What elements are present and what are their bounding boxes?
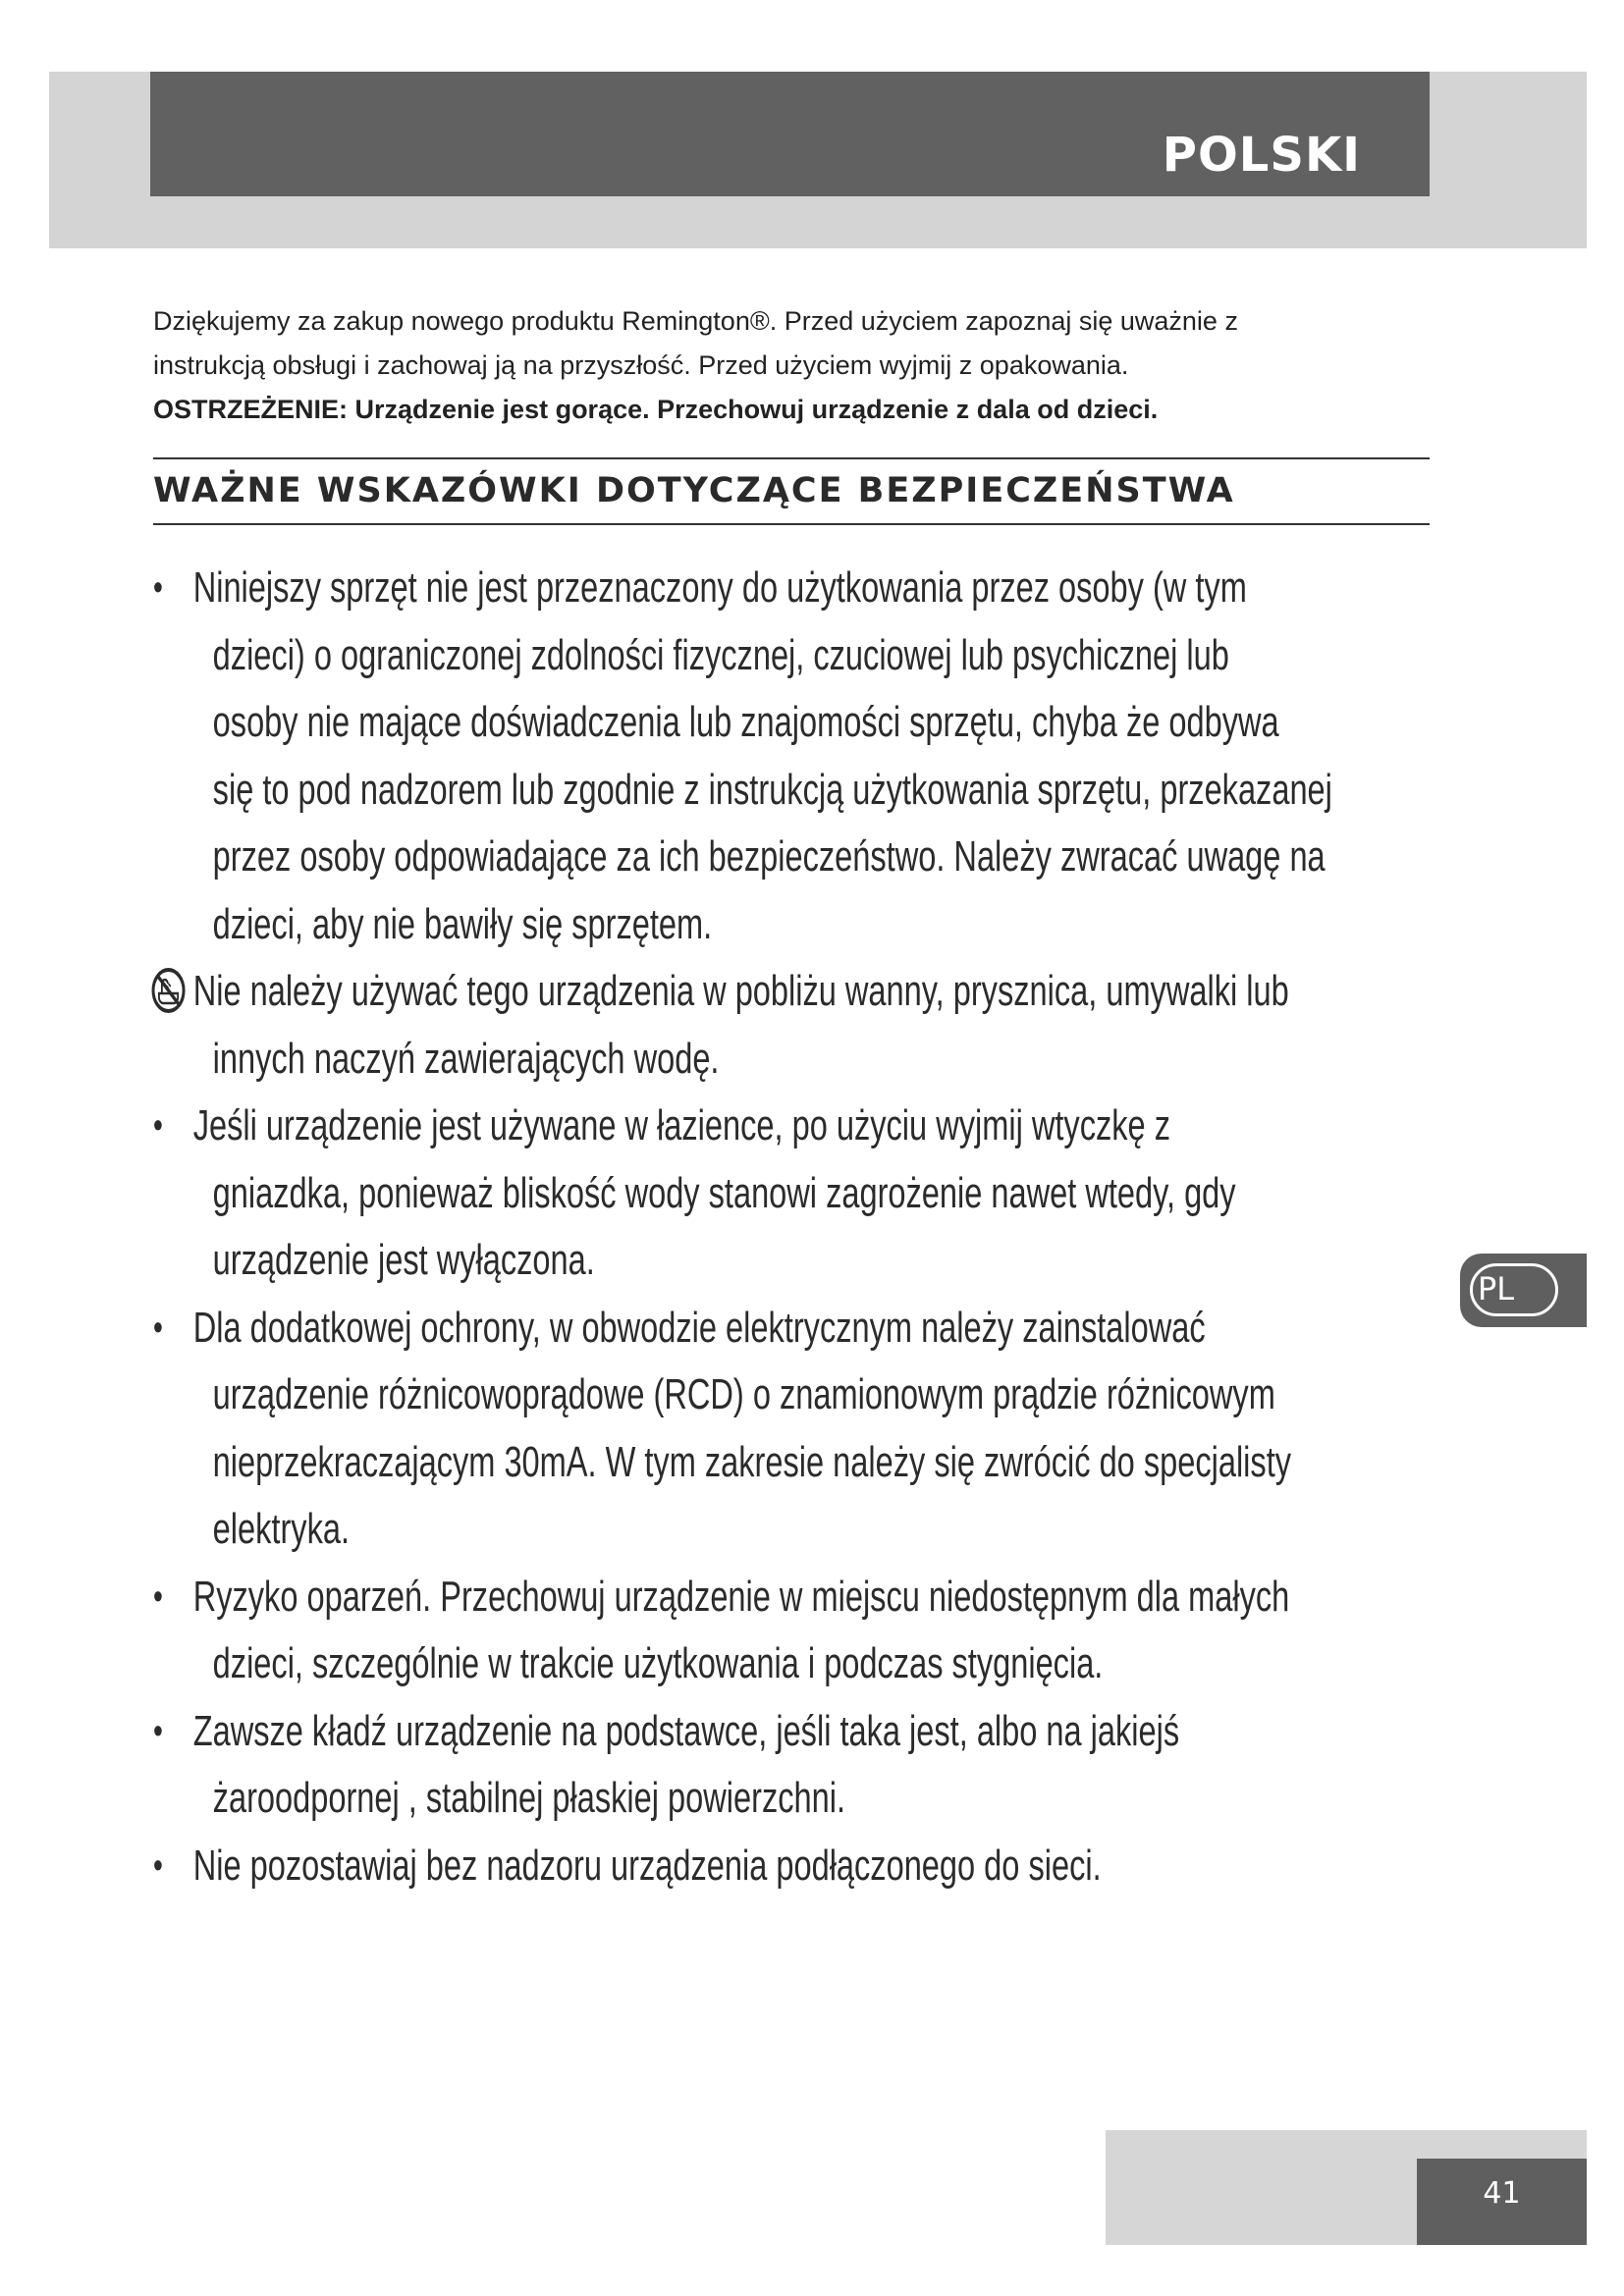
no-bath-icon bbox=[150, 966, 187, 1015]
bullet-icon: • bbox=[153, 1105, 163, 1147]
list-item-line: Niniejszy sprzęt nie jest przeznaczony do użytkowania przez osoby (w tym bbox=[192, 563, 1247, 612]
intro-text bbox=[153, 299, 1430, 432]
list-item bbox=[153, 1093, 1236, 1295]
list-item-line: dzieci, aby nie bawiły się sprzętem. bbox=[212, 899, 713, 948]
list-item-line: nieprzekraczającym 30mA. W tym zakresie należy się zwrócić do specjalisty bbox=[212, 1437, 1292, 1486]
list-item-line: dzieci) o ograniczonej zdolności fizycznej, czuciowej lub psychicznej lub bbox=[212, 630, 1229, 679]
list-item bbox=[153, 1698, 1180, 1833]
safety-instructions-list bbox=[153, 555, 1332, 1899]
bullet-icon: • bbox=[153, 1844, 163, 1887]
intro-line-1: Dziękujemy za zakup nowego produktu Remington®. Przed użyciem zapoznaj się uważnie z bbox=[153, 306, 1238, 336]
list-item-line: osoby nie mające doświadczenia lub znajomości sprzętu, chyba że odbywa bbox=[212, 698, 1279, 746]
footer-box bbox=[1417, 2159, 1587, 2245]
header-box bbox=[150, 72, 1430, 196]
list-item-line: gniazdka, ponieważ bliskość wody stanowi zagrożenie nawet wtedy, gdy bbox=[212, 1168, 1236, 1217]
list-item-line: Nie pozostawiaj bez nadzoru urządzenia podłączonego do sieci. bbox=[192, 1841, 1102, 1890]
list-item-line: Dla dodatkowej ochrony, w obwodzie elektrycznym należy zainstalować bbox=[192, 1303, 1206, 1352]
list-item-line: przez osoby odpowiadające za ich bezpieczeństwo. Należy zwracać uwagę na bbox=[212, 832, 1326, 881]
bullet-icon: • bbox=[153, 567, 163, 609]
list-item bbox=[153, 1833, 1112, 1900]
list-item-line: Jeśli urządzenie jest używane w łazience, po użyciu wyjmij wtyczkę z bbox=[192, 1101, 1170, 1149]
list-item-line: się to pod nadzorem lub zgodnie z instrukcją użytkowania sprzętu, przekazanej bbox=[212, 765, 1332, 814]
list-item bbox=[153, 958, 1289, 1093]
list-item-line: elektryka. bbox=[212, 1505, 351, 1553]
language-title: POLSKI bbox=[1162, 128, 1361, 183]
divider-bottom bbox=[153, 523, 1430, 525]
list-item bbox=[153, 555, 1332, 958]
language-tab bbox=[1460, 1254, 1587, 1327]
list-item-line: innych naczyń zawierających wodę. bbox=[212, 1034, 720, 1083]
list-item-line: dzieci, szczególnie w trakcie użytkowania i podczas stygnięcia. bbox=[212, 1639, 1104, 1687]
list-item-line: Ryzyko oparzeń. Przechowuj urządzenie w miejscu niedostępnym dla małych bbox=[192, 1572, 1290, 1621]
divider-top bbox=[153, 457, 1430, 459]
list-item-line: urządzenie różnicowoprądowe (RCD) o znamionowym prądzie różnicowym bbox=[212, 1370, 1275, 1418]
bullet-icon: • bbox=[153, 1710, 163, 1752]
page-number: 41 bbox=[1483, 2176, 1521, 2211]
list-item-line: Zawsze kładź urządzenie na podstawce, jeśli taka jest, albo na jakiejś bbox=[192, 1706, 1180, 1755]
warning-text: OSTRZEŻENIE: Urządzenie jest gorące. Przechowuj urządzenie z dala od dzieci. bbox=[153, 395, 1159, 424]
bullet-icon: • bbox=[153, 1575, 163, 1618]
section-heading: WAŻNE WSKAZÓWKI DOTYCZĄCE BEZPIECZEŃSTWA bbox=[153, 471, 1235, 510]
list-item bbox=[153, 1564, 1290, 1698]
list-item bbox=[153, 1295, 1292, 1564]
list-item-line: urządzenie jest wyłączona. bbox=[212, 1236, 595, 1284]
intro-line-2: instrukcją obsługi i zachowaj ją na przyszłość. Przed użyciem wyjmij z opakowania. bbox=[153, 350, 1129, 380]
list-item-line: Nie należy używać tego urządzenia w pobliżu wanny, prysznica, umywalki lub bbox=[192, 967, 1289, 1015]
list-item-line: żaroodpornej , stabilnej płaskiej powierzchni. bbox=[212, 1774, 846, 1822]
language-tab-label: PL bbox=[1478, 1270, 1515, 1308]
bullet-icon: • bbox=[153, 1307, 163, 1349]
